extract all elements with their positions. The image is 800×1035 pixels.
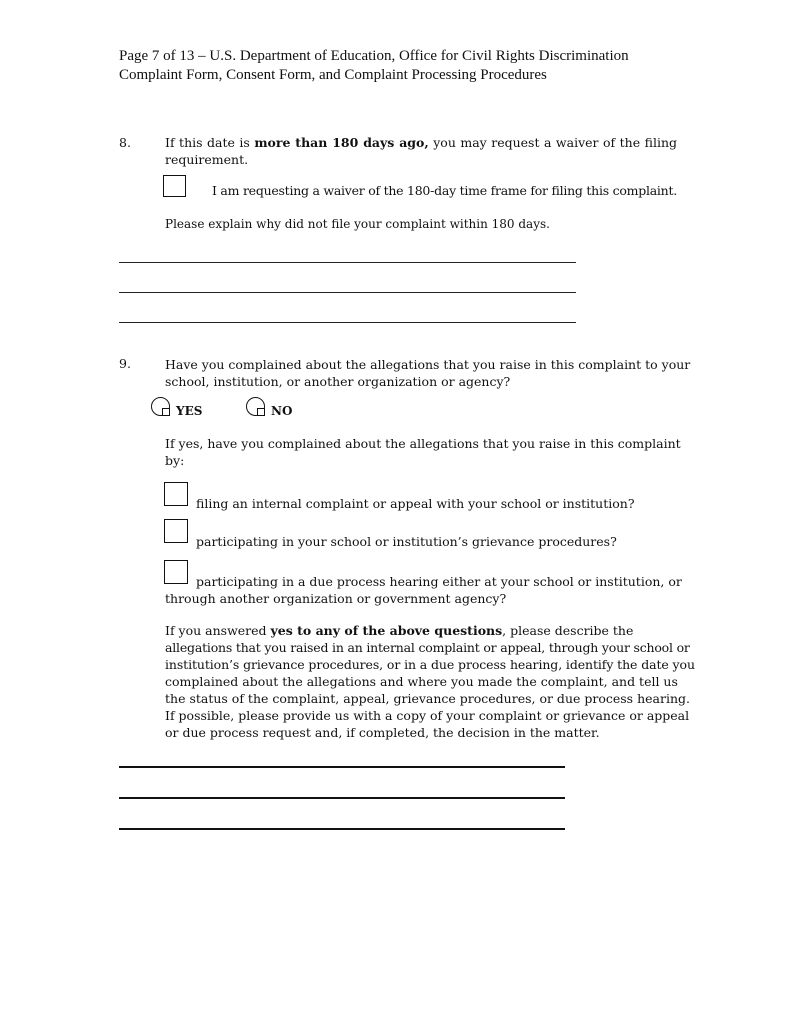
explanation-line-2[interactable]: [119, 292, 576, 293]
grievance-procedures-checkbox[interactable]: [164, 519, 188, 543]
explanation-line-3[interactable]: [119, 322, 576, 323]
due-process-label-line-1: participating in a due process hearing either at your school or institution, or: [196, 574, 682, 589]
no-radio[interactable]: [246, 397, 265, 416]
question-9-line-2: school, institution, or another organization or agency?: [165, 374, 511, 389]
no-label: NO: [271, 404, 293, 418]
question-9-number: 9.: [119, 356, 131, 371]
question-9-line-1: Have you complained about the allegations that you raise in this complaint to your: [165, 357, 691, 372]
internal-complaint-label: filing an internal complaint or appeal with your school or institution?: [196, 496, 635, 511]
radio-marker-icon: [162, 408, 170, 416]
followup-line-1: If yes, have you complained about the allegations that you raise in this complaint: [165, 436, 681, 451]
instructions-line-3: institution’s grievance procedures, or in a due process hearing, identify the date you: [165, 657, 695, 672]
radio-marker-icon: [257, 408, 265, 416]
question-9-text: [165, 356, 691, 390]
instructions-line-1: If you answered yes to any of the above questions, please describe the: [165, 623, 634, 638]
explanation-line-1[interactable]: [119, 262, 576, 263]
question-8-text: [165, 134, 677, 168]
question-8-emphasis: more than 180 days ago,: [254, 135, 429, 150]
instructions-line-6: If possible, please provide us with a copy of your complaint or grievance or appeal: [165, 708, 690, 723]
followup-question: [165, 435, 685, 469]
waiver-checkbox-label: I am requesting a waiver of the 180-day time frame for filing this complaint.: [212, 183, 677, 198]
page-header-line-2: Complaint Form, Consent Form, and Complaint Processing Procedures: [119, 67, 547, 83]
yes-radio[interactable]: [151, 397, 170, 416]
due-process-label: [165, 573, 685, 607]
question-8-number: 8.: [119, 135, 131, 150]
grievance-procedures-label: participating in your school or institution’s grievance procedures?: [196, 534, 617, 549]
explain-prompt: Please explain why did not file your complaint within 180 days.: [165, 217, 550, 231]
yes-label: YES: [176, 404, 203, 418]
page-header-line-1: Page 7 of 13 – U.S. Department of Education, Office for Civil Rights Discrimination: [119, 48, 629, 64]
waiver-checkbox[interactable]: [163, 175, 186, 197]
due-process-label-line-2: through another organization or government agency?: [165, 591, 507, 606]
description-line-3[interactable]: [119, 828, 565, 830]
question-8-line-2: requirement.: [165, 152, 249, 167]
description-line-2[interactable]: [119, 797, 565, 799]
followup-line-2: by:: [165, 453, 185, 468]
instructions-line-4: complained about the allegations and where you made the complaint, and tell us: [165, 674, 678, 689]
description-line-1[interactable]: [119, 766, 565, 768]
question-8-line-1: If this date is more than 180 days ago, you may request a waiver of the filing: [165, 135, 677, 150]
instructions-line-2: allegations that you raised in an internal complaint or appeal, through your school or: [165, 640, 690, 655]
instructions-line-7: or due process request and, if completed, the decision in the matter.: [165, 725, 600, 740]
page-header: [119, 47, 719, 85]
instructions-line-5: the status of the complaint, appeal, grievance procedures, or due process hearing.: [165, 691, 690, 706]
instructions-emphasis: yes to any of the above questions: [270, 623, 503, 638]
internal-complaint-checkbox[interactable]: [164, 482, 188, 506]
instructions-paragraph: [165, 622, 695, 741]
